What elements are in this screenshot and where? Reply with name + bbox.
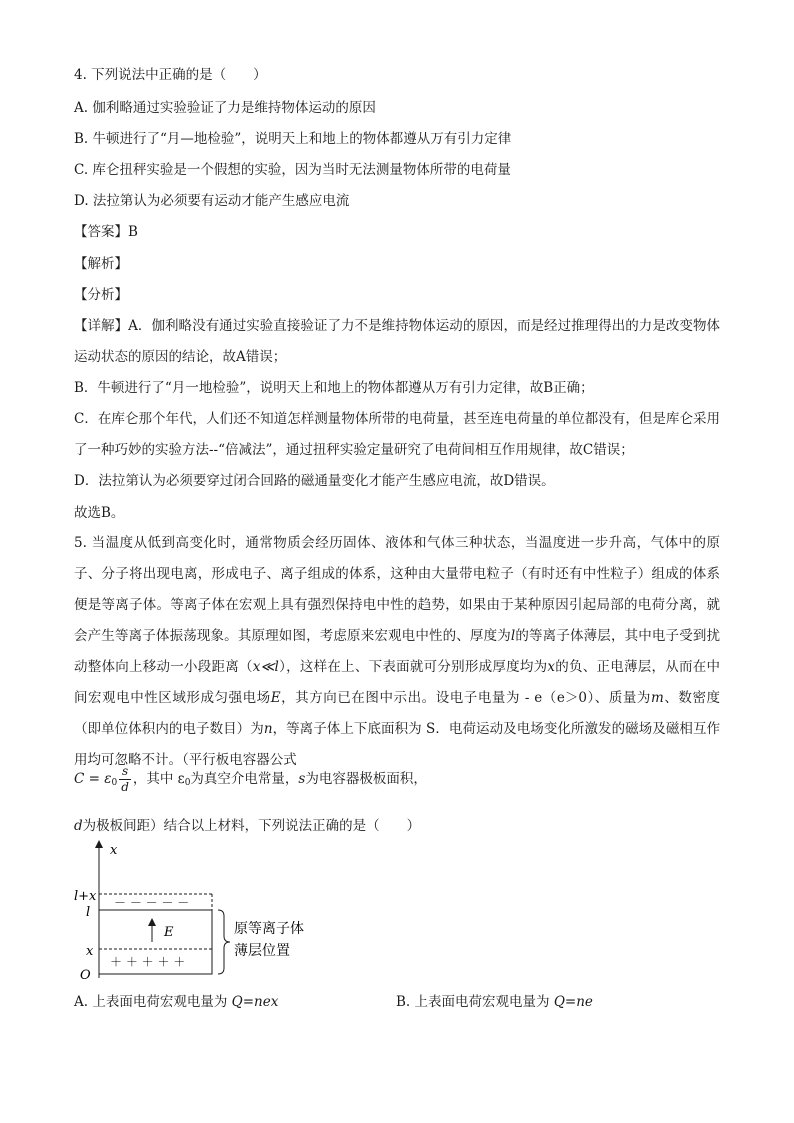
q4-analysis-heading: 【解析】 xyxy=(74,256,128,272)
q5-text-9: 为真空介电常量， xyxy=(190,771,299,787)
q4-answer: 【答案】B xyxy=(74,224,138,240)
epsilon-sub: 0 xyxy=(184,778,191,788)
q4-detail-d: D．法拉第认为必须要穿过闭合回路的磁通量变化才能产生感应电流，故D错误。 xyxy=(74,473,555,489)
axis-label-x: x xyxy=(110,843,118,858)
q5-sym-n: n xyxy=(263,721,273,737)
q5-formula-line xyxy=(74,762,427,800)
capacitor-fraction xyxy=(119,764,131,795)
q4-option-b: B. 牛顿进行了“月—地检验”，说明天上和地上的物体都遵从万有引力定律 xyxy=(74,131,512,147)
q5-sym-d: d xyxy=(74,818,83,834)
q5-text-1: 5. 当温度从低到高变化时，通常物质会经历固体、液体和气体三种状态，当温度进一步升高，气体中的原子、分子将出现电离，形成电子、离子组成的体系，这种由大量带电粒子（有时还有中性粒子）组成的体系便是等离子体。等离子体在宏观上具有强烈保持电中性的趋势，如果由于某种原因引起局部的电荷分离，就会产生等离子体振荡现象。其原理如图，考虑原来宏观电中性的、厚度为 xyxy=(74,535,720,644)
capacitor-formula-lhs: C = ε xyxy=(74,771,112,787)
q5-option-b xyxy=(396,993,593,1011)
positive-charges: ＋ ＋ ＋ ＋ ＋ xyxy=(110,955,186,969)
brace-caption-line-1: 原等离子体 xyxy=(234,921,304,937)
capacitor-formula-sub: 0 xyxy=(111,778,118,788)
plasma-layer-figure xyxy=(72,838,412,988)
q5-question-line xyxy=(74,817,420,835)
q5-text-4: 的负、正电薄层，从而在中间宏观电中性区域形成匀强电场 xyxy=(74,659,721,706)
q4-stem: 4. 下列说法中正确的是（ ） xyxy=(74,67,267,83)
q5-sym-l: l xyxy=(510,628,516,644)
q5-sym-cond: x≪l xyxy=(252,659,279,675)
axis-origin-label: O xyxy=(80,968,91,983)
q4-detail-a: 【详解】A．伽利略没有通过实验直接验证了力不是维持物体运动的原因，而是经过推理得出的力是改变物体运动状态的原因的结论，故A错误； xyxy=(74,318,720,365)
q5-text-8: ，其中 ε xyxy=(132,771,185,787)
q5-text-5: ，其方向已在图中示出。设电子电量为 - e（e＞0）、质量为 xyxy=(280,690,651,706)
q5-sym-x: x xyxy=(547,659,555,675)
tick-label-x: x xyxy=(86,944,94,959)
q5-sym-e: E xyxy=(270,690,281,706)
q4-option-d: D. 法拉第认为必须要有运动才能产生感应电流 xyxy=(74,193,350,209)
q4-option-a: A. 伽利略通过实验验证了力是维持物体运动的原因 xyxy=(74,100,376,116)
q5-option-a-formula: Q=nex xyxy=(231,994,279,1010)
q5-text-3: ），这样在上、下表面就可分别形成厚度均为 xyxy=(278,659,548,675)
fraction-denominator: d xyxy=(121,780,129,794)
q5-option-a xyxy=(74,993,278,1011)
field-label-e: E xyxy=(164,925,174,940)
q5-option-b-formula: Q=ne xyxy=(553,994,593,1010)
q5-sym-s: s xyxy=(298,771,306,787)
q5-sym-m: m xyxy=(650,690,664,706)
layer-brace xyxy=(218,910,230,974)
q4-conclusion: 故选B。 xyxy=(74,505,125,521)
tick-label-l: l xyxy=(86,905,91,920)
q5-text-11: 为极板间距）结合以上材料，下列说法正确的是（ ） xyxy=(82,818,421,834)
brace-caption-line-2: 薄层位置 xyxy=(234,943,290,959)
q5-text-7: ，等离子体上下底面积为 S．电荷运动及电场变化所激发的磁场及磁相互作用均可忽略不计。（平行板电容器公式 xyxy=(74,721,721,768)
q4-option-c: C. 库仑扭秤实验是一个假想的实验，因为当时无法测量物体所带的电荷量 xyxy=(74,162,511,178)
fraction-numerator: s xyxy=(119,764,131,780)
q4-detail-b: B．牛顿进行了“月一地检验”，说明天上和地上的物体都遵从万有引力定律，故B正确； xyxy=(74,380,594,396)
q5-option-a-text: A. 上表面电荷宏观电量为 xyxy=(74,994,228,1010)
q5-text-6: 、数密度（即单位体积内的电子数目）为 xyxy=(74,690,721,737)
q5-option-b-text: B. 上表面电荷宏观电量为 xyxy=(396,994,550,1010)
q4-detail-c: C．在库仑那个年代，人们还不知道怎样测量物体所带的电荷量，甚至连电荷量的单位都没有，但是库仑采用了一种巧妙的实验方法--“倍减法”，通过扭秤实验定量研究了电荷间相互作用规律，故C错误； xyxy=(74,411,720,458)
q4-fenxi-heading: 【分析】 xyxy=(74,287,128,303)
q5-text-10: 为电容器极板面积， xyxy=(305,771,427,787)
q5-text-2: 的等离子体薄层，其中电子受到扰动整体向上移动一小段距离（ xyxy=(74,628,721,675)
negative-charges: － － － － － xyxy=(114,896,190,910)
tick-label-l-plus-x: l+x xyxy=(74,889,97,904)
q5-stem xyxy=(74,528,720,776)
